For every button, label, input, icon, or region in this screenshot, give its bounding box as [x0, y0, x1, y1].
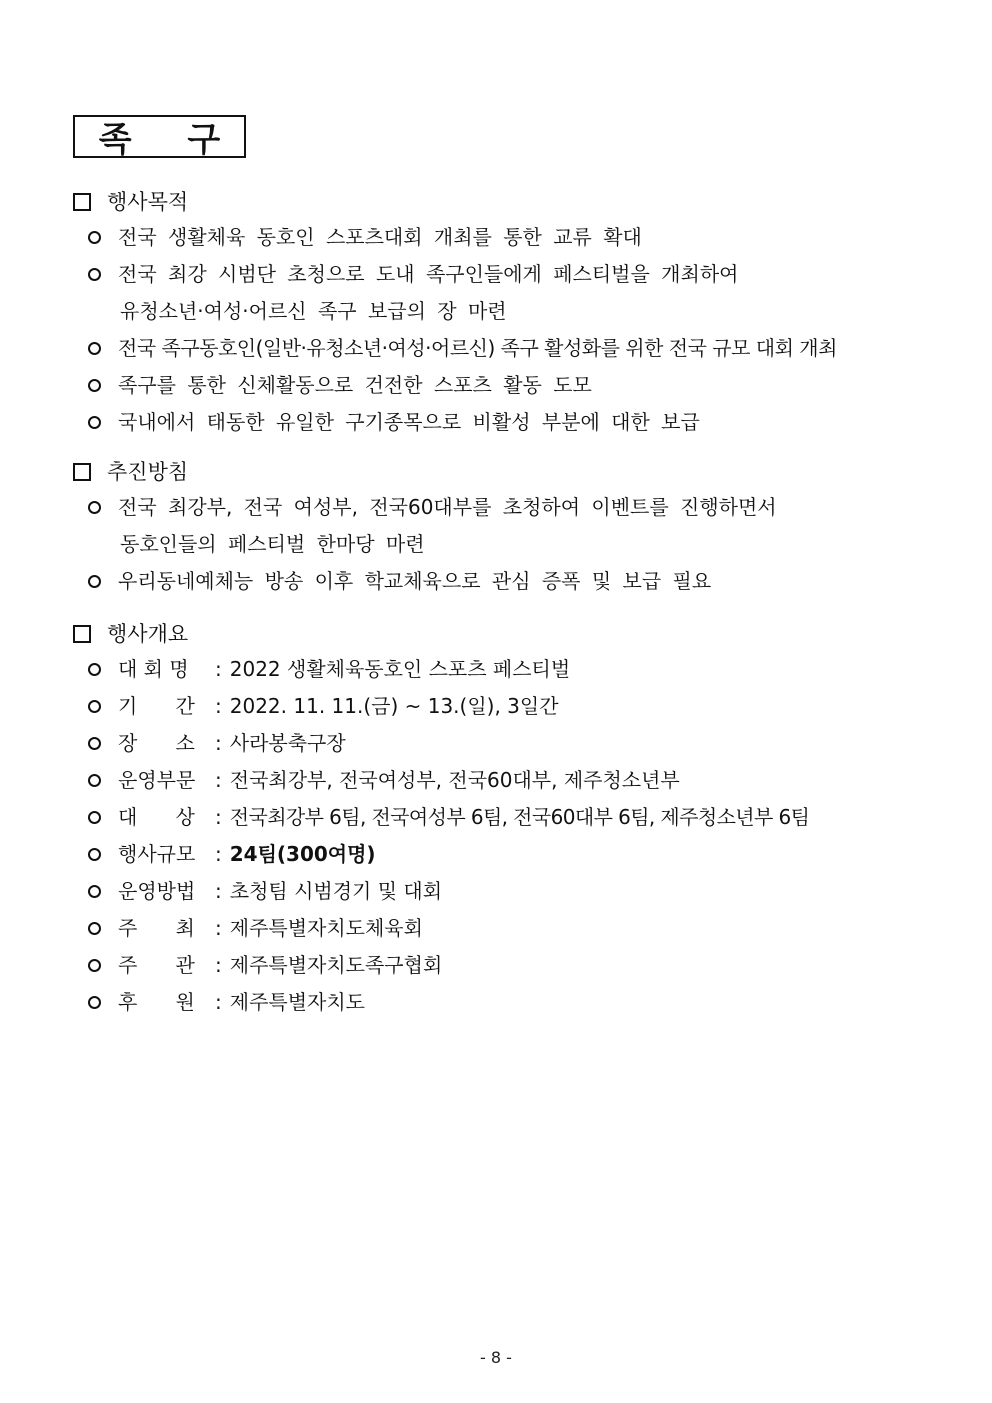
overview-item: 기 간 : 2022. 11. 11.(금) ~ 13.(일), 3일간 [73, 688, 809, 725]
circle-bullet-icon [88, 416, 101, 429]
overview-label: 기 간 [118, 694, 195, 718]
list-item [73, 219, 837, 256]
overview-value: 2022. 11. 11.(금) ~ 13.(일), 3일간 [229, 694, 559, 718]
list-item [73, 367, 837, 404]
circle-bullet-icon [88, 231, 101, 244]
circle-bullet-icon [88, 501, 101, 514]
circle-bullet-icon [88, 700, 101, 713]
list-item-text: 전국 족구동호인(일반·유청소년·여성·어르신) 족구 활성화를 위한 전국 규모 대회 개최 [118, 336, 837, 360]
section-purpose [73, 183, 837, 441]
section-title: 행사목적 [107, 190, 189, 214]
circle-bullet-icon [88, 268, 101, 281]
overview-value: 초청팀 시범경기 및 대회 [229, 879, 443, 903]
overview-label: 대 회 명 [118, 657, 189, 681]
list-item [73, 563, 777, 600]
overview-item: 대 상 : 전국최강부 6팀, 전국여성부 6팀, 전국60대부 6팀, 제주청소년부 6팀 [73, 799, 809, 836]
list-item-text: 전국 생활체육 동호인 스포츠대회 개최를 통한 교류 확대 [118, 225, 642, 249]
list-item-text: 국내에서 태동한 유일한 구기종목으로 비활성 부분에 대한 보급 [118, 410, 700, 434]
overview-label: 대 상 [118, 805, 195, 829]
circle-bullet-icon [88, 737, 101, 750]
overview-item: 후 원 : 제주특별자치도 [73, 984, 809, 1021]
square-bullet-icon [73, 625, 91, 643]
overview-value: 2022 생활체육동호인 스포츠 페스티벌 [229, 657, 571, 681]
list-item [73, 330, 837, 367]
section-header [73, 183, 837, 219]
circle-bullet-icon [88, 811, 101, 824]
circle-bullet-icon [88, 848, 101, 861]
overview-item: 장 소 : 사라봉축구장 [73, 725, 809, 762]
overview-item: 대 회 명 : 2022 생활체육동호인 스포츠 페스티벌 [73, 651, 809, 688]
circle-bullet-icon [88, 575, 101, 588]
overview-item: 주 최 : 제주특별자치도체육회 [73, 910, 809, 947]
overview-label: 후 원 [118, 990, 195, 1014]
circle-bullet-icon [88, 342, 101, 355]
list-item-text: 전국 최강 시범단 초청으로 도내 족구인들에게 페스티벌을 개최하여 [118, 262, 739, 286]
section-header [73, 615, 809, 651]
circle-bullet-icon [88, 959, 101, 972]
overview-value: 제주특별자치도 [229, 990, 365, 1014]
circle-bullet-icon [88, 885, 101, 898]
list-item [73, 489, 777, 526]
section-title: 추진방침 [107, 460, 189, 484]
overview-item: 행사규모 : 24팀(300여명) [73, 836, 809, 873]
square-bullet-icon [73, 193, 91, 211]
overview-label: 운영부문 [118, 768, 196, 792]
overview-value: 사라봉축구장 [229, 731, 346, 755]
overview-value: 제주특별자치도족구협회 [229, 953, 443, 977]
circle-bullet-icon [88, 996, 101, 1009]
overview-label: 운영방법 [118, 879, 196, 903]
list-item [73, 404, 837, 441]
section-policy [73, 453, 777, 600]
overview-label: 장 소 [118, 731, 195, 755]
overview-value: 제주특별자치도체육회 [229, 916, 423, 940]
circle-bullet-icon [88, 379, 101, 392]
circle-bullet-icon [88, 663, 101, 676]
square-bullet-icon [73, 463, 91, 481]
overview-value: 전국최강부 6팀, 전국여성부 6팀, 전국60대부 6팀, 제주청소년부 6팀 [229, 805, 810, 829]
list-item [73, 256, 837, 293]
page-number: - 8 - [480, 1348, 512, 1367]
section-header [73, 453, 777, 489]
overview-label: 주 최 [118, 916, 195, 940]
section-overview [73, 615, 809, 1021]
overview-value: 전국최강부, 전국여성부, 전국60대부, 제주청소년부 [229, 768, 680, 792]
overview-label: 주 관 [118, 953, 195, 977]
overview-label: 행사규모 [118, 842, 196, 866]
list-item-continuation: 유청소년·여성·어르신 족구 보급의 장 마련 [120, 299, 507, 323]
section-title: 행사개요 [107, 622, 189, 646]
circle-bullet-icon [88, 774, 101, 787]
list-item-text: 우리동네예체능 방송 이후 학교체육으로 관심 증폭 및 보급 필요 [118, 569, 712, 593]
overview-value: 24팀(300여명) [229, 842, 376, 866]
overview-item: 주 관 : 제주특별자치도족구협회 [73, 947, 809, 984]
overview-item: 운영부문 : 전국최강부, 전국여성부, 전국60대부, 제주청소년부 [73, 762, 809, 799]
page-title: 족 구 [73, 115, 246, 158]
list-item-text: 전국 최강부, 전국 여성부, 전국60대부를 초청하여 이벤트를 진행하면서 [118, 495, 777, 519]
list-item-text: 족구를 통한 신체활동으로 건전한 스포츠 활동 도모 [118, 373, 592, 397]
circle-bullet-icon [88, 922, 101, 935]
overview-item: 운영방법 : 초청팀 시범경기 및 대회 [73, 873, 809, 910]
list-item-continuation: 동호인들의 페스티벌 한마당 마련 [120, 532, 425, 556]
